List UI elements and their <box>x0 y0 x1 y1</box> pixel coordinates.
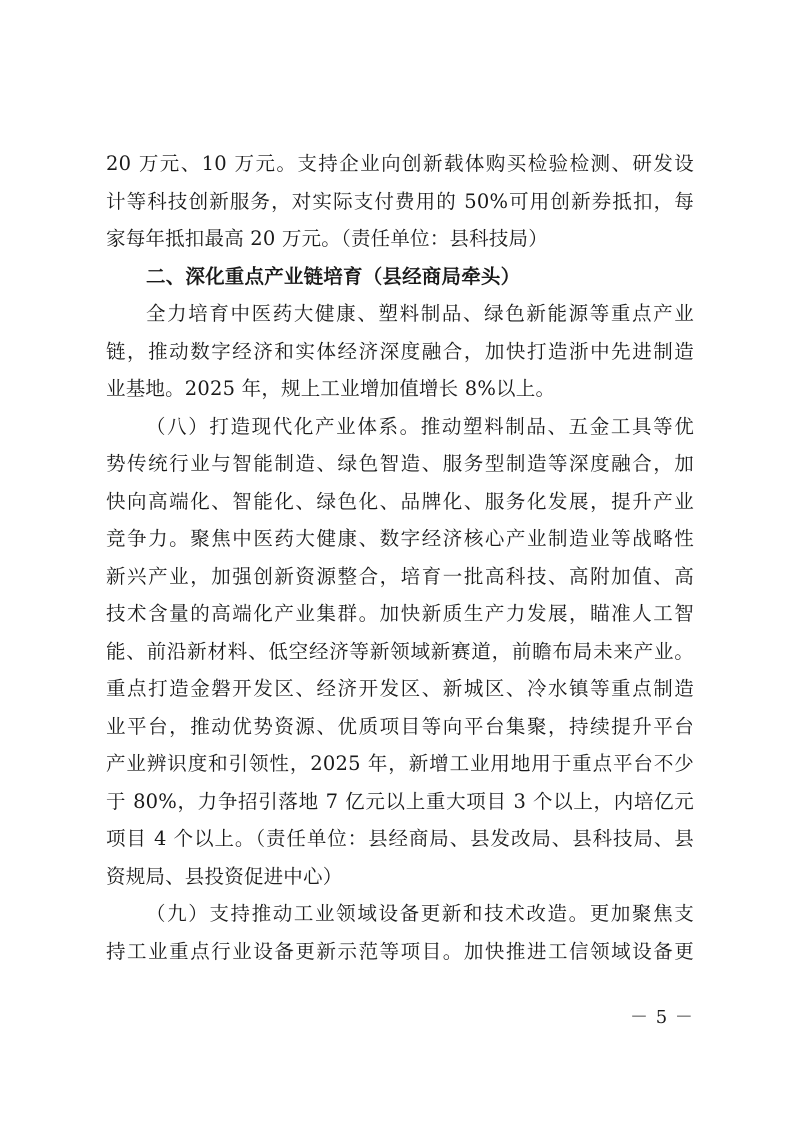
paragraph-line: （九）支持推动工业领域设备更新和技术改造。更加聚焦支 <box>146 902 694 925</box>
paragraph-line: 家每年抵扣最高 20 万元。（责任单位：县科技局） <box>106 227 548 250</box>
paragraph-line: 竞争力。聚焦中医药大健康、数字经济核心产业制造业等战略性 <box>106 527 694 550</box>
paragraph-line: 重点打造金磐开发区、经济开发区、新城区、冷水镇等重点制造 <box>106 677 694 700</box>
paragraph-line: 能、前沿新材料、低空经济等新领域新赛道，前瞻布局未来产业。 <box>106 639 694 663</box>
paragraph-line: 业基地。2025 年，规上工业增加值增长 8%以上。 <box>106 377 556 400</box>
paragraph-line: 新兴产业，加强创新资源整合，培育一批高科技、高附加值、高 <box>106 564 694 588</box>
paragraph-line: 计等科技创新服务，对实际支付费用的 50%可用创新券抵扣，每 <box>106 189 694 213</box>
paragraph-line: 20 万元、10 万元。支持企业向创新载体购买检验检测、研发设 <box>106 152 694 175</box>
paragraph-line: 于 80%，力争招引落地 7 亿元以上重大项目 3 个以上，内培亿元 <box>106 789 694 813</box>
paragraph-line: 资规局、县投资促进中心） <box>106 864 343 888</box>
paragraph-line: （八）打造现代化产业体系。推动塑料制品、五金工具等优 <box>146 414 694 438</box>
paragraph-line: 产业辨识度和引领性，2025 年，新增工业用地用于重点平台不少 <box>106 752 694 775</box>
paragraph-line: 持工业重点行业设备更新示范等项目。加快推进工信领域设备更 <box>106 939 694 963</box>
document-body <box>106 145 694 970</box>
paragraph-line: 链，推动数字经济和实体经济深度融合，加快打造浙中先进制造 <box>106 339 694 363</box>
paragraph-line: 业平台，推动优势资源、优质项目等向平台集聚，持续提升平台 <box>106 714 694 738</box>
paragraph-line: 势传统行业与智能制造、绿色智造、服务型制造等深度融合，加 <box>106 452 694 475</box>
paragraph-line: 项目 4 个以上。（责任单位：县经商局、县发改局、县科技局、县 <box>106 827 694 850</box>
paragraph-line: 快向高端化、智能化、绿色化、品牌化、服务化发展，提升产业 <box>106 489 694 513</box>
section-heading: 二、深化重点产业链培育（县经商局牵头） <box>146 264 521 288</box>
paragraph-line: 全力培育中医药大健康、塑料制品、绿色新能源等重点产业 <box>146 302 694 325</box>
page-number: － 5 － <box>630 1007 694 1028</box>
paragraph-line: 技术含量的高端化产业集群。加快新质生产力发展，瞄准人工智 <box>106 602 694 625</box>
